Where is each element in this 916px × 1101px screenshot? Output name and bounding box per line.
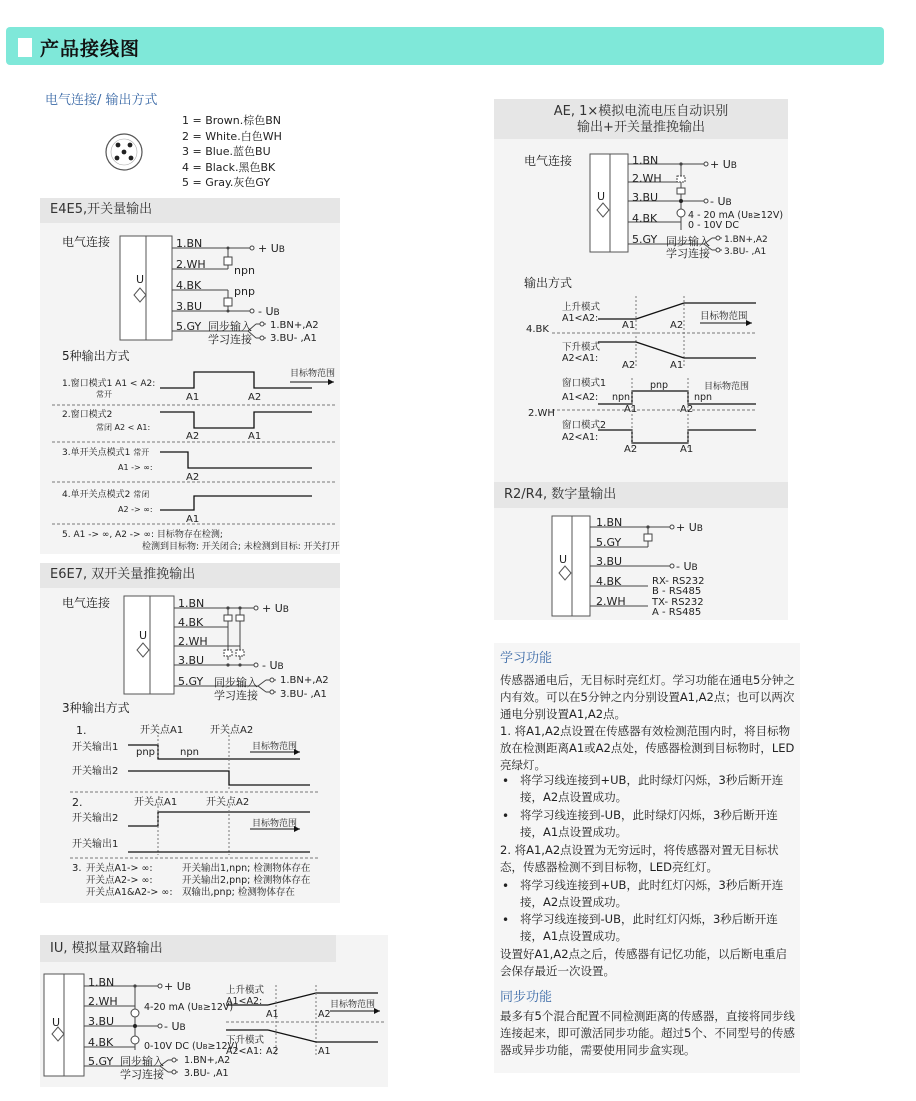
learn-p4: 设置好A1,A2点之后，传感器有记忆功能，以后断电重启会保存最近一次设置。 [500, 947, 788, 978]
ae-win2-a2: A2 [624, 444, 638, 455]
bullet-1-dot: • [502, 774, 510, 788]
e4e5-target-range: 目标物范围 [290, 369, 336, 379]
wire-color-4: 4 = Black.黑色BK [182, 161, 276, 174]
r2r4-tx: TX- RS232 [652, 597, 704, 608]
n1-sw-a1: 开关点A1 [140, 725, 184, 736]
iu-wire-5: 5.GY [88, 1055, 114, 1068]
e6e7-plus-ub: + UB [262, 602, 289, 615]
iu-header: IU, 模拟量双路输出 [40, 935, 336, 962]
iu-wire-2: 2.WH [88, 995, 118, 1008]
e4e5-elec-label: 电气连接 [62, 235, 111, 249]
e6e7-wire-5: 5.GY [178, 675, 204, 688]
bullet-4-dot: • [502, 913, 510, 927]
iu-down-cond: A2<A1: [226, 1046, 263, 1057]
e4e5-mode4: 4.单开关点模式2 常闭 [62, 490, 150, 500]
e6e7-u: U [139, 629, 148, 642]
e4e5-mode1: 1.窗口模式1 A1 < A2: [62, 379, 156, 389]
iu-wire-1: 1.BN [88, 976, 115, 989]
e6e7-n1: 1. [76, 724, 87, 737]
ae-minus-ub: - UB [710, 195, 732, 208]
ae-header-line1: AE, 1×模拟电流电压自动识别 [553, 104, 729, 119]
ae-elec-label: 电气连接 [524, 154, 573, 168]
iu-down-mode: 下升模式 [226, 1035, 265, 1046]
e6e7-n2: 2. [72, 796, 83, 809]
ae-wh: 2.WH [528, 408, 555, 419]
e6e7-c3: 开关点A1&A2-> ∞: [86, 887, 173, 898]
wire-color-5: 5 = Gray.灰色GY [182, 176, 271, 189]
ae-wire-3: 3.BU [632, 191, 659, 204]
wire-color-1: 1 = Brown.棕色BN [182, 114, 282, 127]
iu-wire-4: 4.BK [88, 1036, 114, 1049]
ae-win1-cond: A1<A2: [562, 392, 599, 403]
m2-a1: A1 [248, 431, 262, 442]
ae-wire-2: 2.WH [632, 172, 662, 185]
e6e7-d2: 开关输出2,pnp; 检测物体存在 [182, 875, 311, 886]
e6e7-c1: 开关点A1-> ∞: [86, 863, 153, 874]
e4e5-header: E4E5,开关量输出 [40, 198, 340, 223]
iu-target-range: 目标物范围 [330, 1000, 376, 1010]
e4e5-plus-ub: + UB [258, 242, 285, 255]
ae-down-mode: 下升模式 [562, 342, 601, 353]
ae-up-cond: A1<A2: [562, 313, 599, 324]
iu-up-a1: A1 [266, 1009, 279, 1020]
ae-up-a2: A2 [670, 320, 684, 331]
e6e7-header: E6E7, 双开关量推挽输出 [40, 563, 340, 588]
m1-a1: A1 [186, 392, 200, 403]
m3-a2: A2 [186, 472, 200, 483]
e4e5-mode2-sub: 常闭 A2 < A1: [96, 423, 151, 432]
n2-sw-a1: 开关点A1 [134, 797, 178, 808]
r2r4-u: U [559, 553, 568, 566]
learn-p3: 2. 将A1,A2点设置为无穷远时，将传感器对置无目标状态，传感器检测不到目标物，LED亮红灯。 [500, 843, 779, 874]
wire-color-2: 2 = White.白色WH [182, 130, 282, 143]
ae-down-a2: A2 [622, 360, 636, 371]
e4e5-mode1-sub: 常开 [96, 390, 112, 399]
learn-b1: 将学习线连接到+UB，此时绿灯闪烁，3秒后断开连接，A2点设置成功。 [520, 773, 784, 804]
e4e5-sync-in: 同步输入 [208, 320, 252, 333]
ae-wire-1: 1.BN [632, 154, 659, 167]
ae-wire-5: 5.GY [632, 233, 658, 246]
r2r4-minus-ub: - UB [676, 560, 698, 573]
e6e7-bn-a2: 1.BN+,A2 [280, 675, 329, 686]
ae-win1-a2: A2 [680, 404, 694, 415]
sync-p1: 最多有5个混合配置不同检测距离的传感器，直接将同步线连接起来，即可激活同步功能。超过5个、不同型号的传感器或异步功能，需要使用同步盒实现。 [500, 1009, 795, 1057]
r2r4-plus-ub: + UB [676, 521, 703, 534]
iu-vdc: 0-10V DC (UB≥12V) [144, 1041, 238, 1052]
e4e5-mode4-cond: A2 -> ∞: [118, 505, 153, 514]
n1-pnp: pnp [136, 747, 156, 758]
e4e5-mode3-cond: A1 -> ∞: [118, 463, 153, 472]
page-title: 产品接线图 [40, 38, 141, 60]
e6e7-d3: 双输出,pnp; 检测物体存在 [182, 887, 295, 898]
n2-sw-a2: 开关点A2 [206, 797, 250, 808]
ae-win1-a1: A1 [624, 404, 638, 415]
e4e5-wire-1: 1.BN [176, 237, 203, 250]
m1-a2: A2 [248, 392, 262, 403]
r2r4-wire-1: 1.BN [596, 516, 623, 529]
e4e5-npn: npn [234, 264, 255, 277]
learn-p1: 传感器通电后，无目标时亮红灯。学习功能在通电5分钟之内有效。可以在5分钟之内分别设置A1,A2点；也可以两次通电分别设置A1,A2点。 [500, 673, 795, 721]
e6e7-c2: 开关点A2-> ∞: [86, 875, 153, 886]
ae-bn-a2: 1.BN+,A2 [724, 235, 768, 245]
ae-header-line2: 输出+开关量推挽输出 [577, 120, 705, 135]
ae-win-target: 目标物范围 [704, 382, 750, 392]
ae-analog2: 0 - 10V DC [688, 220, 740, 231]
e6e7-sync-in: 同步输入 [214, 676, 258, 689]
iu-down-a2: A2 [266, 1046, 279, 1057]
e4e5-bu-a1: 3.BU- ,A1 [270, 333, 317, 344]
section-title: 电气连接/ 输出方式 [45, 93, 158, 108]
ae-bu-a1: 3.BU- ,A1 [724, 247, 767, 257]
e4e5-wire-2: 2.WH [176, 258, 206, 271]
ae-learn-conn: 学习连接 [666, 247, 710, 260]
ae-u: U [597, 190, 606, 203]
e4e5-minus-ub: - UB [258, 305, 280, 318]
ae-bk: 4.BK [526, 324, 549, 335]
e6e7-bu-a1: 3.BU- ,A1 [280, 689, 327, 700]
n1-target-range: 目标物范围 [252, 742, 298, 752]
iu-sync-in: 同步输入 [120, 1055, 164, 1068]
iu-ma: 4-20 mA (UB≥12V) [144, 1002, 234, 1013]
n1-out1: 开关输出1 [72, 742, 119, 753]
e4e5-wire-5: 5.GY [176, 320, 202, 333]
learn-p2: 1. 将A1,A2点设置在传感器有效检测范围内时，将目标物放在检测距离A1或A2点处，传感器检测到目标物时，LED亮绿灯。 [500, 724, 795, 772]
learn-title: 学习功能 [500, 651, 553, 666]
e6e7-d1: 开关输出1,npn; 检测物体存在 [182, 863, 311, 874]
iu-u: U [52, 1016, 61, 1029]
r2r4-a: A - RS485 [652, 607, 702, 618]
e6e7-n3: 3. [72, 863, 82, 874]
e4e5-modes-title: 5种输出方式 [62, 349, 130, 363]
ae-sync-in: 同步输入 [666, 235, 710, 248]
wire-color-3: 3 = Blue.蓝色BU [182, 145, 271, 158]
bullet-2-dot: • [502, 809, 510, 823]
ae-down-cond: A2<A1: [562, 353, 599, 364]
ae-up-mode: 上升模式 [562, 302, 601, 313]
iu-up-a2: A2 [318, 1009, 331, 1020]
ae-win1-npn-left: npn [612, 392, 631, 403]
ae-win2: 窗口模式2 [562, 420, 607, 431]
e4e5-note2: 检测到目标物: 开关闭合; 未检测到目标: 开关打开 [142, 542, 340, 552]
ae-up-target: 目标物范围 [700, 311, 748, 322]
e6e7-learn-conn: 学习连接 [214, 689, 258, 702]
learn-b3: 将学习线连接到+UB，此时红灯闪烁，3秒后断开连接，A2点设置成功。 [520, 878, 784, 909]
e6e7-wire-2: 4.BK [178, 616, 204, 629]
e4e5-wire-3: 4.BK [176, 279, 202, 292]
iu-down-a1: A1 [318, 1046, 331, 1057]
e4e5-wire-4: 3.BU [176, 300, 203, 313]
e4e5-learn-conn: 学习连接 [208, 333, 252, 346]
n2-out1: 开关输出1 [72, 839, 119, 850]
e4e5-mode2: 2.窗口模式2 [62, 410, 113, 420]
ae-up-a1: A1 [622, 320, 636, 331]
n1-npn: npn [180, 747, 200, 758]
bullet-3-dot: • [502, 879, 510, 893]
ae-analog1: 4 - 20 mA (UB≥12V) [688, 210, 784, 221]
n2-target-range: 目标物范围 [252, 819, 298, 829]
r2r4-wire-3: 3.BU [596, 555, 623, 568]
n2-out2: 开关输出2 [72, 813, 119, 824]
ae-win1-npn-right: npn [694, 392, 713, 403]
r2r4-wire-4: 4.BK [596, 575, 622, 588]
r2r4-header: R2/R4, 数字量输出 [494, 482, 788, 508]
sync-title: 同步功能 [500, 990, 553, 1005]
e6e7-minus-ub: - UB [262, 659, 284, 672]
iu-wire-3: 3.BU [88, 1015, 115, 1028]
e4e5-note1: 5. A1 -> ∞, A2 -> ∞: 目标物存在检测; [62, 530, 223, 540]
ae-plus-ub: + UB [710, 158, 737, 171]
ae-win1: 窗口模式1 [562, 378, 607, 389]
learn-b2: 将学习线连接到-UB，此时绿灯闪烁，3秒后断开连接，A1点设置成功。 [520, 808, 778, 839]
learn-b4: 将学习线连接到-UB，此时红灯闪烁，3秒后断开连接，A1点设置成功。 [520, 912, 778, 943]
m2-a2: A2 [186, 431, 200, 442]
ae-win2-cond: A2<A1: [562, 432, 599, 443]
iu-minus-ub: - UB [164, 1020, 186, 1033]
ae-win2-a1: A1 [680, 444, 694, 455]
ae-out-title: 输出方式 [524, 276, 573, 290]
n1-sw-a2: 开关点A2 [210, 725, 254, 736]
ae-wire-4: 4.BK [632, 212, 658, 225]
iu-learn-conn: 学习连接 [120, 1068, 164, 1081]
r2r4-wire-5: 2.WH [596, 595, 626, 608]
e6e7-elec-label: 电气连接 [62, 596, 111, 610]
iu-plus-ub: + UB [164, 980, 191, 993]
r2r4-wire-2: 5.GY [596, 536, 622, 549]
e4e5-mode3: 3.单开关点模式1 常开 [62, 448, 150, 458]
e6e7-wire-3: 2.WH [178, 635, 208, 648]
e6e7-modes-title: 3种输出方式 [62, 701, 130, 715]
iu-bu-a1: 3.BU- ,A1 [184, 1068, 229, 1079]
e4e5-u: U [136, 273, 145, 286]
ae-down-a1: A1 [670, 360, 684, 371]
e4e5-bn-a2: 1.BN+,A2 [270, 320, 319, 331]
r2r4-b: B - RS485 [652, 586, 702, 597]
iu-up-mode: 上升模式 [226, 985, 265, 996]
iu-bn-a2: 1.BN+,A2 [184, 1055, 231, 1066]
e6e7-wire-4: 3.BU [178, 654, 205, 667]
e6e7-wire-1: 1.BN [178, 597, 205, 610]
m4-a1: A1 [186, 514, 200, 525]
iu-up-cond: A1<A2: [226, 996, 263, 1007]
r2r4-rx: RX- RS232 [652, 576, 705, 587]
e4e5-pnp: pnp [234, 285, 255, 298]
n1-out2: 开关输出2 [72, 766, 119, 777]
ae-win1-pnp: pnp [650, 380, 669, 391]
